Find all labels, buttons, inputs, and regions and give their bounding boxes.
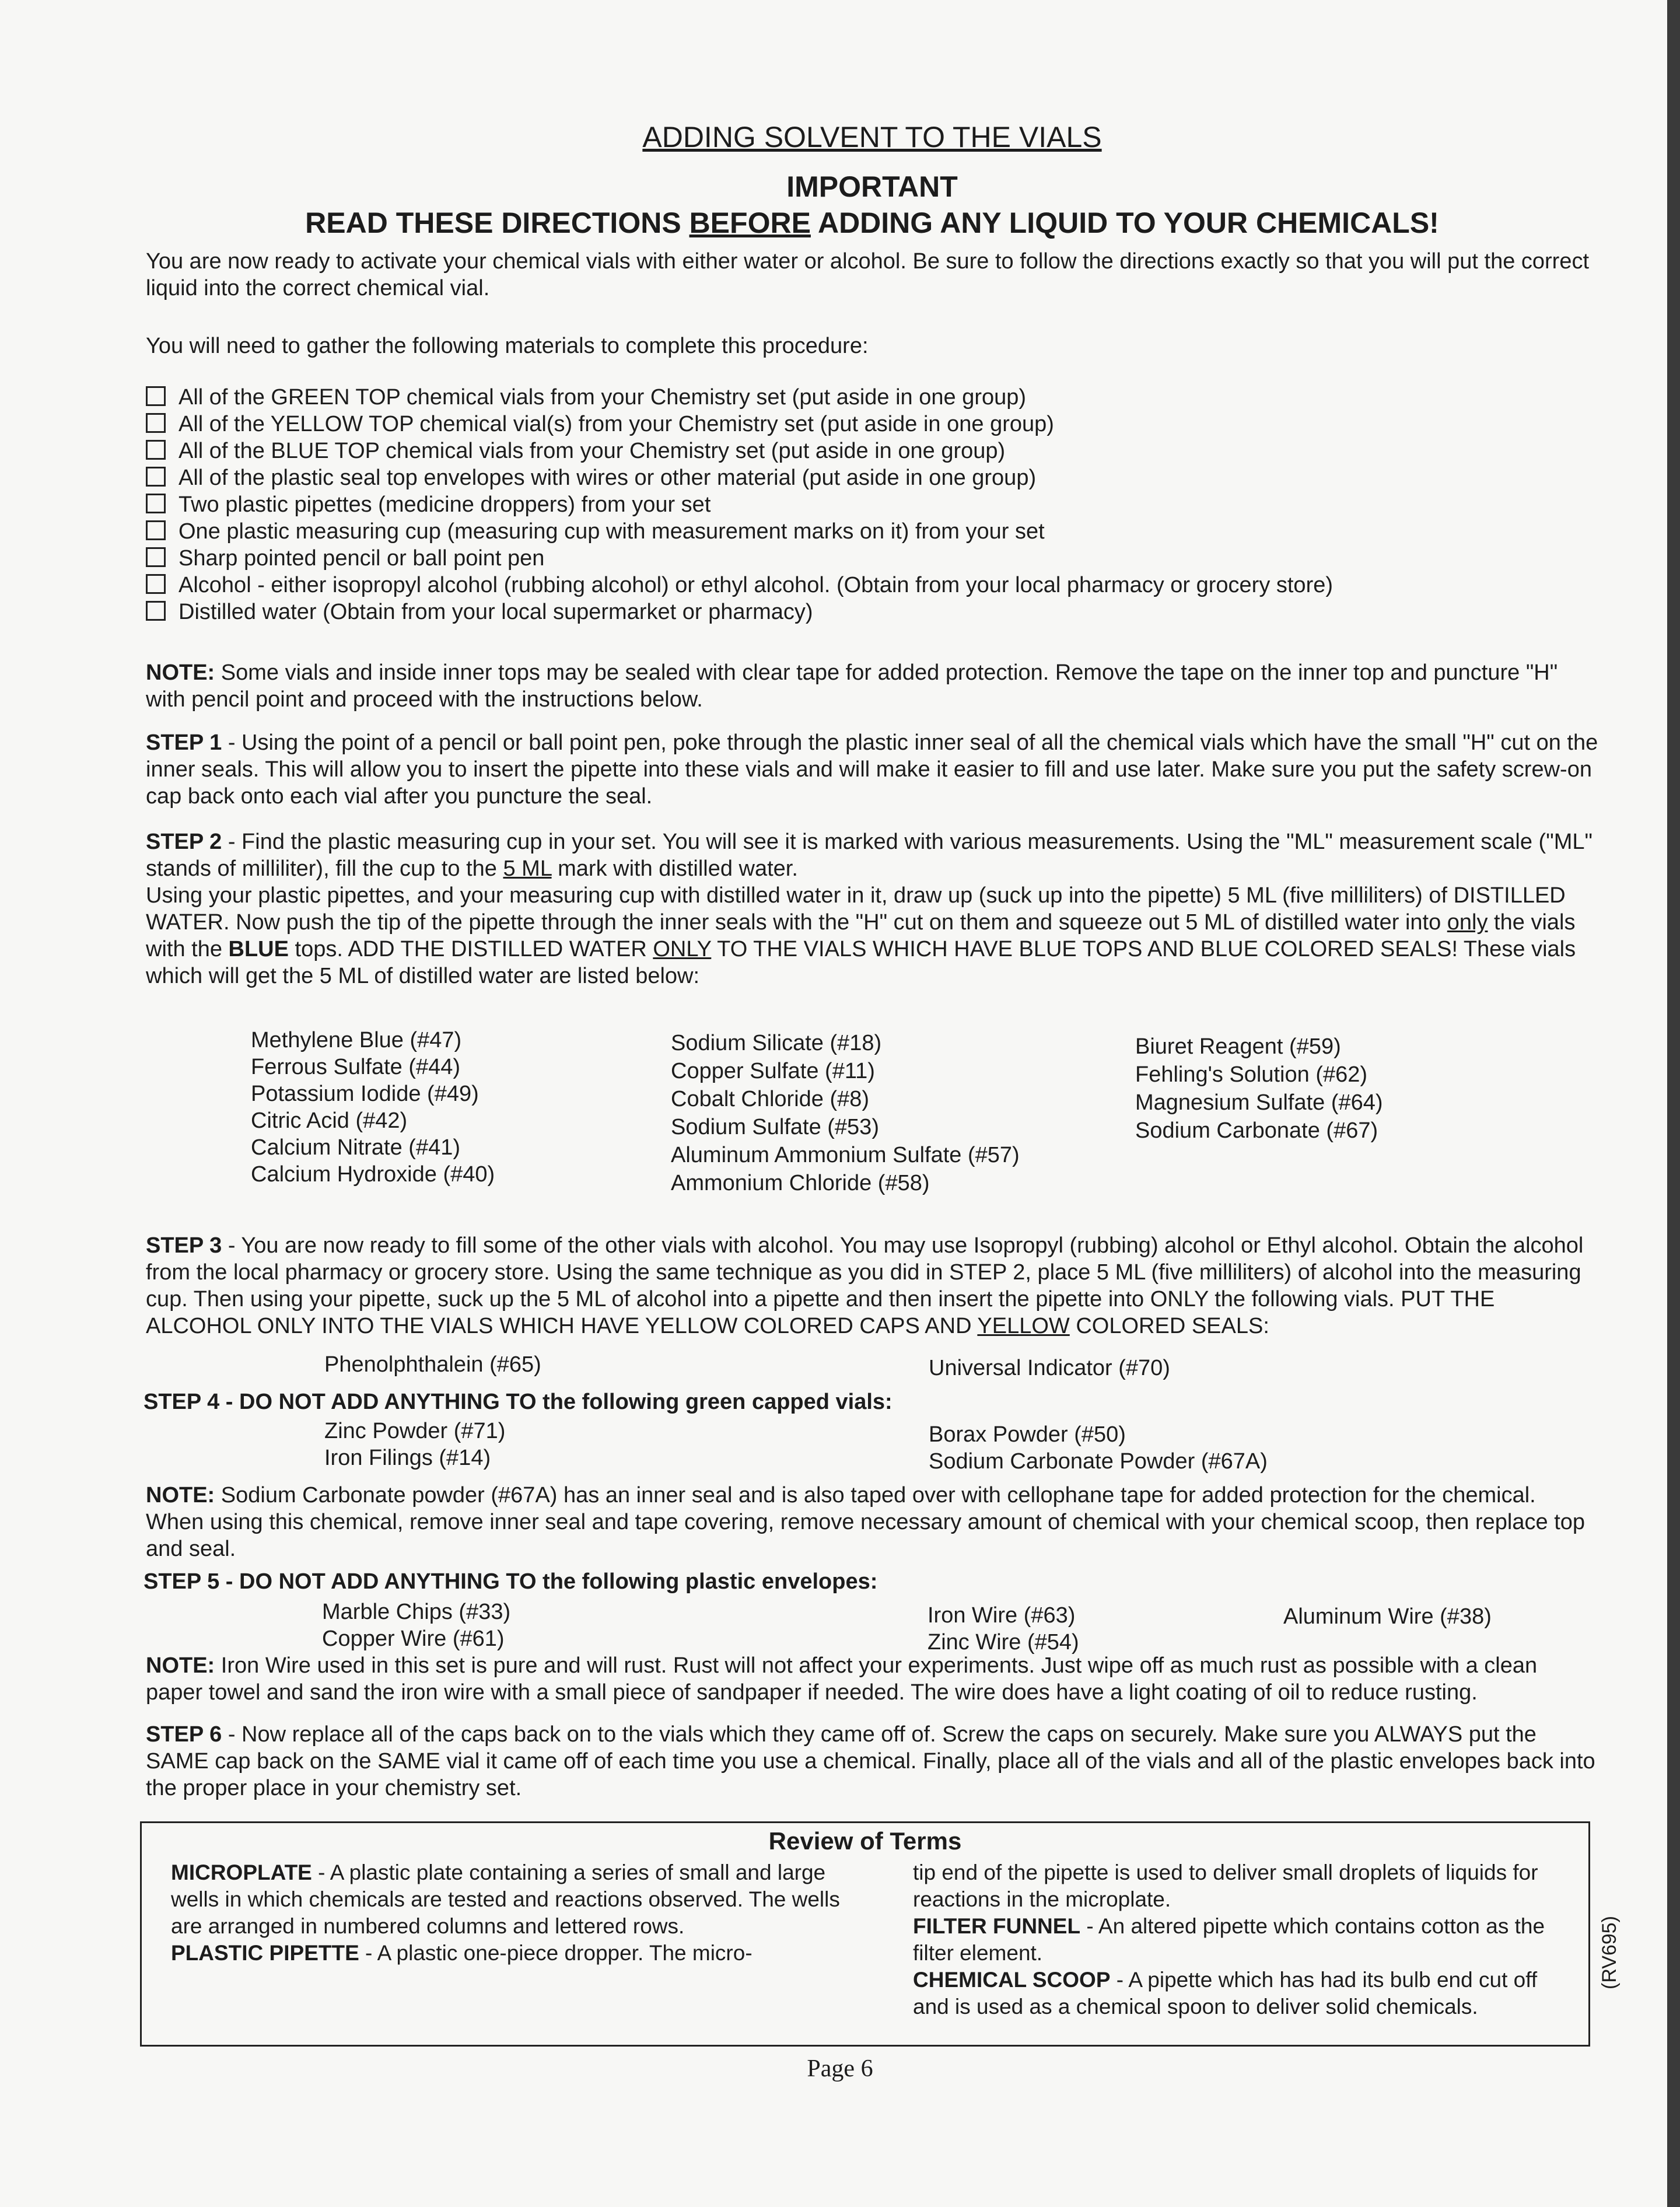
- checkbox-icon: [146, 440, 166, 460]
- list-item: Copper Sulfate (#11): [671, 1059, 875, 1083]
- list-item: Marble Chips (#33): [322, 1600, 511, 1624]
- list-item: Iron Filings (#14): [324, 1446, 491, 1470]
- note-sodium-carbonate: NOTE: Sodium Carbonate powder (#67A) has an inner seal and is also taped over with cellophane tape for added protection for the chemical. When using this chemical, remove inner seal and tape covering, remove necessary amount of chemical with your chemical scoop, then replace top and seal.: [146, 1483, 1586, 1561]
- material-item: All of the plastic seal top envelopes with wires or other material (put aside in one group): [146, 464, 1036, 491]
- review-title: Review of Terms: [768, 1827, 962, 1855]
- material-item: All of the GREEN TOP chemical vials from your Chemistry set (put aside in one group): [146, 384, 1026, 411]
- list-item: Zinc Wire (#54): [928, 1630, 1079, 1655]
- step-3: STEP 3 - You are now ready to fill some of the other vials with alcohol. You may use Isopropyl (rubbing) alcohol or Ethyl alcohol. Obtain the alcohol from the local pharmacy or grocery store. Using the same technique as you did in STEP 2, place 5 ML (five milliliters) of alcohol into the measuring cup. Then using your pipette, suck up the 5 ML of alcohol into a pipette and then insert the pipette into ONLY the following vials. PUT THE ALCOHOL ONLY INTO THE VIALS WHICH HAVE YELLOW COLORED CAPS AND YELLOW COLORED SEALS:: [146, 1233, 1584, 1338]
- catalog-code: (RV695): [1598, 1916, 1620, 1989]
- list-item: Aluminum Wire (#38): [1283, 1604, 1492, 1629]
- review-column-right: tip end of the pipette is used to deliver small droplets of liquids for reactions in the microplate. FILTER FUNNEL - An altered pipette which contains cotton as the filter element. CHEMICAL SCOOP - A pipette which has had its bulb end cut off and is used as a chemical spoon to deliver solid chemicals.: [913, 1860, 1545, 2019]
- step-2: STEP 2 - Find the plastic measuring cup in your set. You will see it is marked with various measurements. Using the "ML" measurement scale ("ML" stands of milliliter), fill the cup to the 5 ML mark with distilled water. Using your plastic pipettes, and your measuring cup with distilled water in it, draw up (suck up into the pipette) 5 ML (five milliliters) of DISTILLED WATER. Now push the tip of the pipette through the inner seals with the "H" cut on them and squeeze out 5 ML of distilled water into only the vials with the BLUE tops. ADD THE DISTILLED WATER ONLY TO THE VIALS WHICH HAVE BLUE TOPS AND BLUE COLORED SEALS! These vials which will get the 5 ML of distilled water are listed below:: [146, 830, 1592, 988]
- list-item: Calcium Nitrate (#41): [251, 1135, 460, 1160]
- envelope-list-3: [1283, 1603, 1492, 1630]
- review-of-terms-box: [140, 1821, 1590, 2047]
- list-item: Biuret Reagent (#59): [1135, 1034, 1341, 1059]
- page-title: ADDING SOLVENT TO THE VIALS: [642, 121, 1102, 153]
- list-item: Fehling's Solution (#62): [1135, 1062, 1368, 1087]
- gather-line: You will need to gather the following materials to complete this procedure:: [146, 334, 869, 358]
- step-5: STEP 5 - DO NOT ADD ANYTHING TO the following plastic envelopes:: [144, 1569, 878, 1594]
- green-vial-list-1: [324, 1418, 505, 1471]
- list-item: Methylene Blue (#47): [251, 1028, 462, 1052]
- list-item: Ammonium Chloride (#58): [671, 1171, 930, 1195]
- step-6: STEP 6 - Now replace all of the caps back on to the vials which they came off of. Screw the caps on securely. Make sure you ALWAYS put the SAME cap back on the SAME vial it came off of each time you use a chemical. Finally, place all of the vials and all of the plastic envelopes back into the proper place in your chemistry set.: [146, 1722, 1595, 1800]
- blue-vial-list-3: [1135, 1033, 1383, 1145]
- yellow-vial-item: Phenolphthalein (#65): [324, 1352, 541, 1377]
- list-item: Magnesium Sulfate (#64): [1135, 1090, 1383, 1115]
- list-item: Borax Powder (#50): [929, 1422, 1126, 1447]
- list-item: Sodium Silicate (#18): [671, 1031, 882, 1055]
- material-item: All of the BLUE TOP chemical vials from your Chemistry set (put aside in one group): [146, 438, 1005, 464]
- checkbox-icon: [146, 413, 166, 433]
- review-column-left: MICROPLATE - A plastic plate containing a series of small and large wells in which chemicals are tested and reactions observed. The wells are arranged in numbered columns and lettered rows. PLASTIC PIPETTE - A plastic one-piece dropper. The micro-: [171, 1860, 840, 1965]
- blue-vial-list-1: [251, 1027, 495, 1188]
- material-item: Sharp pointed pencil or ball point pen: [146, 545, 544, 572]
- material-item: All of the YELLOW TOP chemical vial(s) from your Chemistry set (put aside in one group): [146, 411, 1054, 438]
- list-item: Sodium Carbonate (#67): [1135, 1118, 1378, 1143]
- checkbox-icon: [146, 601, 166, 621]
- list-item: Aluminum Ammonium Sulfate (#57): [671, 1143, 1020, 1167]
- material-item: Two plastic pipettes (medicine droppers) from your set: [146, 491, 710, 518]
- checkbox-icon: [146, 520, 166, 540]
- list-item: Sodium Sulfate (#53): [671, 1115, 879, 1139]
- warning-heading: READ THESE DIRECTIONS BEFORE ADDING ANY LIQUID TO YOUR CHEMICALS!: [305, 207, 1439, 239]
- yellow-vial-item: Universal Indicator (#70): [929, 1356, 1170, 1380]
- checkbox-icon: [146, 386, 166, 406]
- step-4: STEP 4 - DO NOT ADD ANYTHING TO the following green capped vials:: [144, 1390, 892, 1414]
- note-tape: NOTE: Some vials and inside inner tops may be sealed with clear tape for added protection. Remove the tape on the inner top and puncture "H" with pencil point and proceed with the instructions below.: [146, 660, 1558, 712]
- list-item: Citric Acid (#42): [251, 1108, 408, 1133]
- list-item: Cobalt Chloride (#8): [671, 1087, 870, 1111]
- note-iron-wire: NOTE: Iron Wire used in this set is pure and will rust. Rust will not affect your experiments. Just wipe off as much rust as possible with a clean paper towel and sand the iron wire with a small piece of sandpaper if needed. The wire does have a light coating of oil to reduce rusting.: [146, 1653, 1538, 1705]
- intro-paragraph: You are now ready to activate your chemical vials with either water or alcohol. Be sure to follow the directions exactly so that you will put the correct liquid into the correct chemical vial.: [146, 249, 1590, 300]
- green-vial-list-2: [929, 1421, 1268, 1475]
- list-item: Ferrous Sulfate (#44): [251, 1055, 461, 1079]
- list-item: Iron Wire (#63): [928, 1603, 1076, 1628]
- material-item: Distilled water (Obtain from your local supermarket or pharmacy): [146, 599, 813, 625]
- envelope-list-2: [928, 1602, 1079, 1656]
- list-item: Potassium Iodide (#49): [251, 1082, 479, 1106]
- binding-edge: [1667, 0, 1680, 2207]
- envelope-list-1: [322, 1599, 510, 1652]
- checkbox-icon: [146, 494, 166, 513]
- step-1: STEP 1 - Using the point of a pencil or ball point pen, poke through the plastic inner seal of all the chemical vials which have the small "H" cut on the inner seals. This will allow you to insert the pipette into these vials and will make it easier to fill and use later. Make sure you put the safety screw-on cap back onto each vial after you puncture the seal.: [146, 730, 1598, 809]
- blue-vial-list-2: [671, 1029, 1020, 1197]
- list-item: Sodium Carbonate Powder (#67A): [929, 1449, 1268, 1474]
- material-item: Alcohol - either isopropyl alcohol (rubbing alcohol) or ethyl alcohol. (Obtain from your local pharmacy or grocery store): [146, 572, 1333, 599]
- material-item: One plastic measuring cup (measuring cup with measurement marks on it) from your set: [146, 518, 1045, 545]
- checkbox-icon: [146, 574, 166, 594]
- list-item: Zinc Powder (#71): [324, 1419, 506, 1443]
- checkbox-icon: [146, 547, 166, 567]
- list-item: Calcium Hydroxide (#40): [251, 1162, 495, 1187]
- page-number: Page 6: [807, 2055, 873, 2082]
- checkbox-icon: [146, 467, 166, 487]
- important-heading: IMPORTANT: [786, 170, 958, 203]
- list-item: Copper Wire (#61): [322, 1627, 505, 1651]
